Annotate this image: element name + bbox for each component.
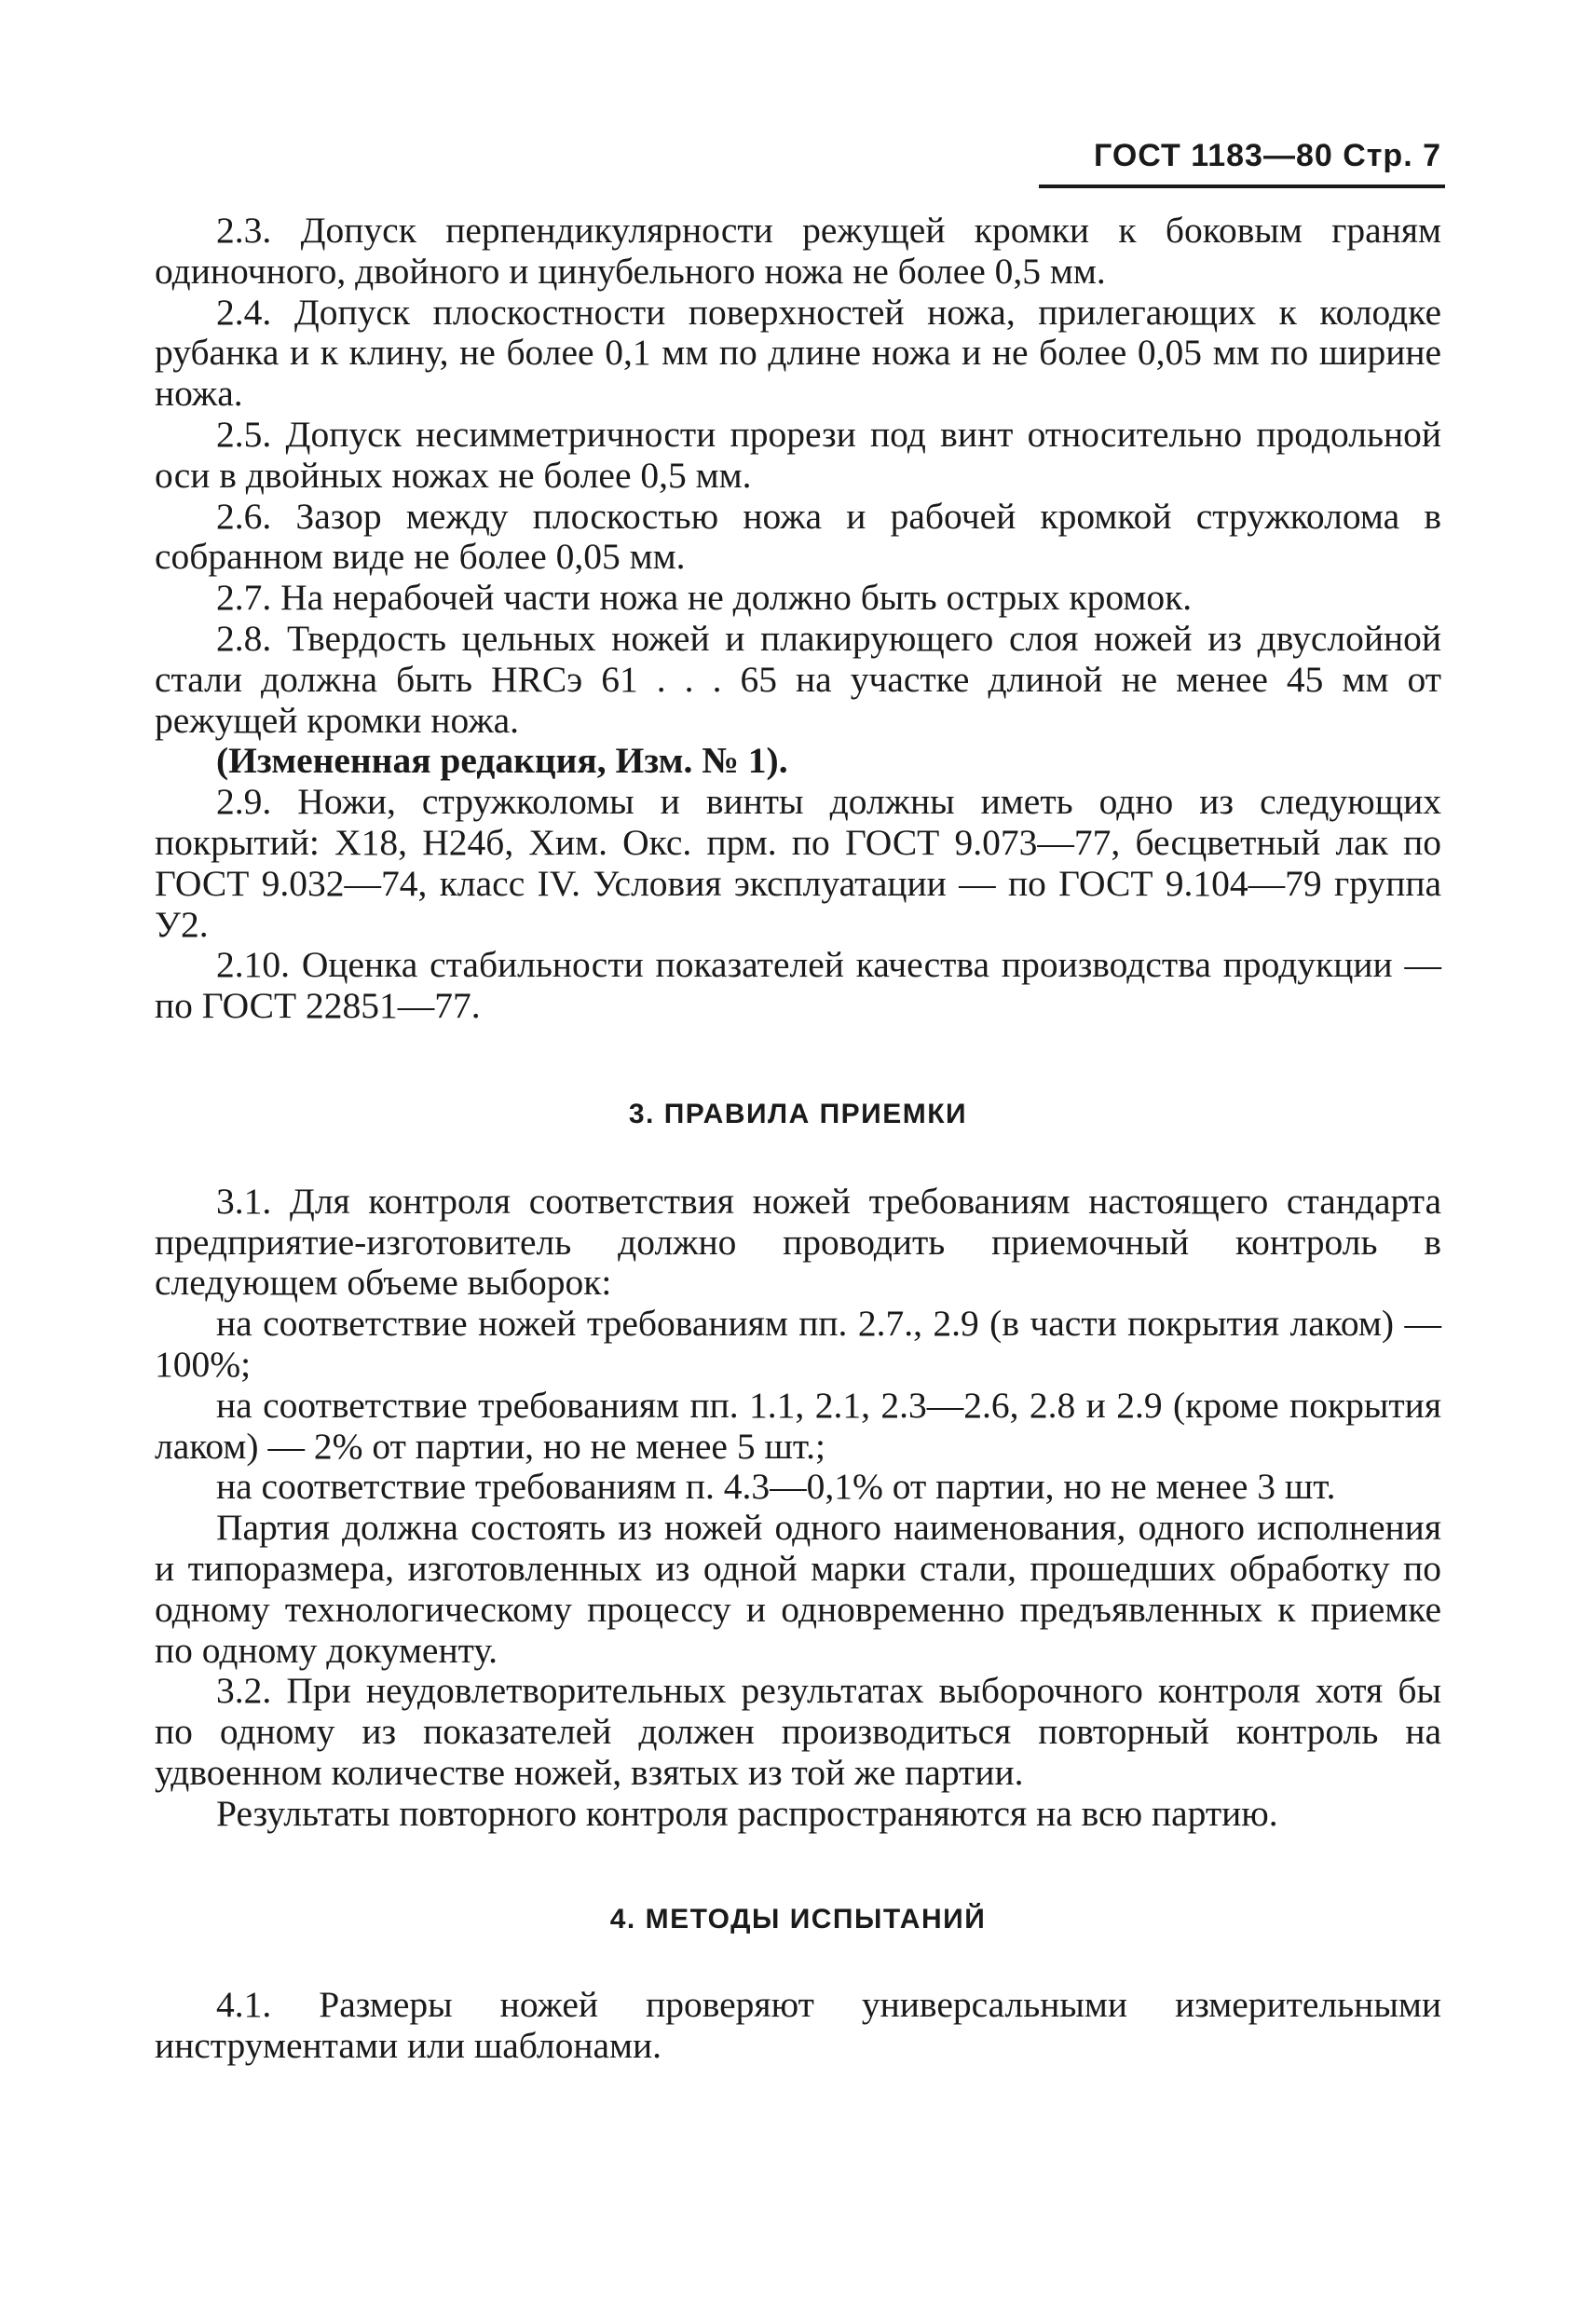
clause-3-2: 3.2. При неудовлетворительных результатах выборочного контроля хотя бы по одному из показателей должен производиться повторный контроль на удвоенном количестве ножей, взятых из той же партии. [155, 1670, 1441, 1793]
sampling-item-3: на соответствие требованиям п. 4.3—0,1% от партии, но не менее 3 шт. [216, 1466, 1336, 1508]
amendment-note: (Измененная редакция, Изм. № 1). [216, 740, 788, 782]
clause-2-6: 2.6. Зазор между плоскостью ножа и рабочей кромкой стружколома в собранном виде не более 0,05 мм. [155, 495, 1441, 578]
retest-results: Результаты повторного контроля распространяются на всю партию. [216, 1792, 1278, 1834]
clause-2-5: 2.5. Допуск несимметричности прорези под винт относительно продольной оси в двойных ножах не более 0,5 мм. [155, 413, 1441, 496]
page-header: ГОСТ 1183—80 Стр. 7 [1094, 138, 1441, 173]
clause-2-7: 2.7. На нерабочей части ножа не должно быть острых кромок. [216, 577, 1193, 619]
clause-4-1: 4.1. Размеры ножей проверяют универсальными измерительными инструментами или шаблонами. [155, 1984, 1441, 2067]
clause-3-1: 3.1. Для контроля соответствия ножей требованиям настоящего стандарта предприятие-изготовитель должно проводить приемочный контроль в следующем объеме выборок: [155, 1180, 1441, 1304]
section-4-title: 4. МЕТОДЫ ИСПЫТАНИЙ [609, 1904, 987, 1935]
header-rule [1039, 185, 1445, 188]
clause-2-10: 2.10. Оценка стабильности показателей качества производства продукции — по ГОСТ 22851—77. [155, 944, 1441, 1027]
clause-2-4: 2.4. Допуск плоскостности поверхностей ножа, прилегающих к колодке рубанка и к клину, не более 0,1 мм по длине ножа и не более 0,05 мм по ширине ножа. [155, 291, 1441, 415]
clause-2-8: 2.8. Твердость цельных ножей и плакирующего слоя ножей из двуслойной стали должна быть HRCэ 61 . . . 65 на участке длиной не менее 45 мм от режущей кромки ножа. [155, 617, 1441, 741]
section-3-title: 3. ПРАВИЛА ПРИЕМКИ [628, 1098, 968, 1129]
clause-2-9: 2.9. Ножи, стружколомы и винты должны иметь одно из следующих покрытий: Х18, Н24б, Хим. Окс. прм. по ГОСТ 9.073—77, бесцветный лак по ГОСТ 9.032—74, класс IV. Условия эксплуатации — по ГОСТ 9.104—79 группа У2. [155, 781, 1441, 945]
batch-definition: Партия должна состоять из ножей одного наименования, одного исполнения и типоразмера, изготовленных из одной марки стали, прошедших обработку по одному технологическому процессу и одновременно предъявленных к приемке по одному документу. [155, 1507, 1441, 1671]
sampling-item-2: на соответствие требованиям пп. 1.1, 2.1, 2.3—2.6, 2.8 и 2.9 (кроме покрытия лаком) — 2% от партии, но не менее 5 шт.; [155, 1384, 1441, 1467]
sampling-item-1: на соответствие ножей требованиям пп. 2.7., 2.9 (в части покрытия лаком) — 100%; [155, 1303, 1441, 1385]
clause-2-3: 2.3. Допуск перпендикулярности режущей кромки к боковым граням одиночного, двойного и цинубельного ножа не более 0,5 мм. [155, 210, 1441, 292]
document-body [155, 211, 1441, 2067]
